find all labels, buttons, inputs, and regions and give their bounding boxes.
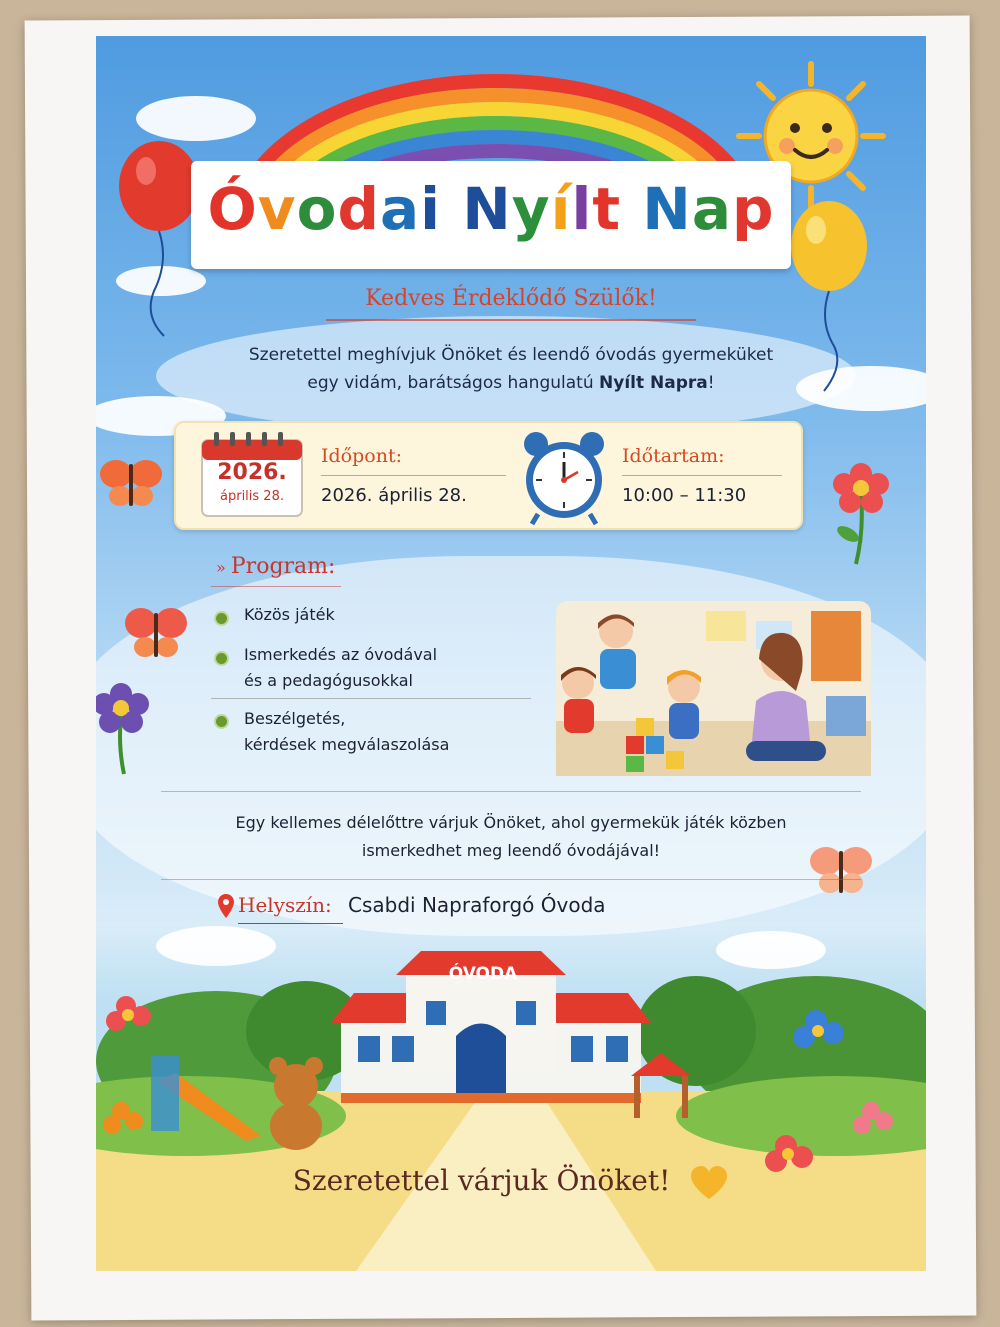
date-label: Időpont:	[321, 445, 402, 467]
location-pin-icon	[218, 894, 234, 918]
calendar-year: 2026.	[217, 460, 287, 485]
butterfly-icon	[121, 601, 191, 666]
closing-text: Egy kellemes délelőttre várjuk Önöket, ahol gyermekük játék közben ismerkedhet meg leendő óvodájával!	[235, 813, 787, 860]
bullet-icon	[214, 651, 229, 666]
heart-icon	[689, 1165, 729, 1201]
flower-icon	[826, 456, 896, 566]
duration-divider	[622, 475, 782, 476]
date-value: 2026. április 28.	[321, 485, 467, 506]
location-value: Csabdi Napraforgó Óvoda	[348, 893, 606, 917]
duration-value: 10:00 – 11:30	[622, 485, 747, 506]
program-item-3: Beszélgetés, kérdések megválaszolása	[244, 709, 450, 754]
calendar-day: április 28.	[220, 489, 284, 504]
program-item-1: Közös játék	[244, 605, 335, 624]
location-label: Helyszín:	[238, 893, 332, 917]
title-banner	[191, 161, 791, 269]
program-item-divider	[211, 698, 531, 699]
greeting-underline	[326, 319, 696, 321]
program-item-2: Ismerkedés az óvodával és a pedagógusokkal	[244, 645, 438, 690]
intro-line-2: egy vidám, barátságos hangulatú Nyílt Napra!	[307, 373, 715, 393]
page-title: Óvodai Nyílt Nap	[207, 175, 775, 243]
program-heading: » Program:	[216, 554, 336, 579]
footer-text: Szeretettel várjuk Önöket!	[96, 1164, 926, 1201]
building-sign: ÓVODA	[448, 964, 518, 984]
bullet-icon	[214, 611, 229, 626]
classroom-illustration	[556, 601, 871, 776]
kindergarten-scene	[96, 941, 926, 1271]
alarm-clock-icon	[516, 428, 612, 528]
event-info-box	[174, 421, 803, 530]
location-underline	[238, 923, 343, 924]
greeting: Kedves Érdeklődő Szülők!	[365, 286, 657, 311]
flyer	[96, 36, 926, 1271]
intro-line-1: Szeretettel meghívjuk Önöket és leendő óvodás gyermeküket	[248, 345, 774, 365]
section-divider	[161, 879, 861, 880]
butterfly-icon	[96, 454, 166, 514]
date-divider	[321, 475, 506, 476]
program-divider	[211, 586, 341, 587]
duration-label: Időtartam:	[622, 445, 725, 467]
intro-text	[176, 341, 846, 397]
section-divider	[161, 791, 861, 792]
bullet-icon	[214, 714, 229, 729]
flower-icon	[96, 676, 156, 776]
